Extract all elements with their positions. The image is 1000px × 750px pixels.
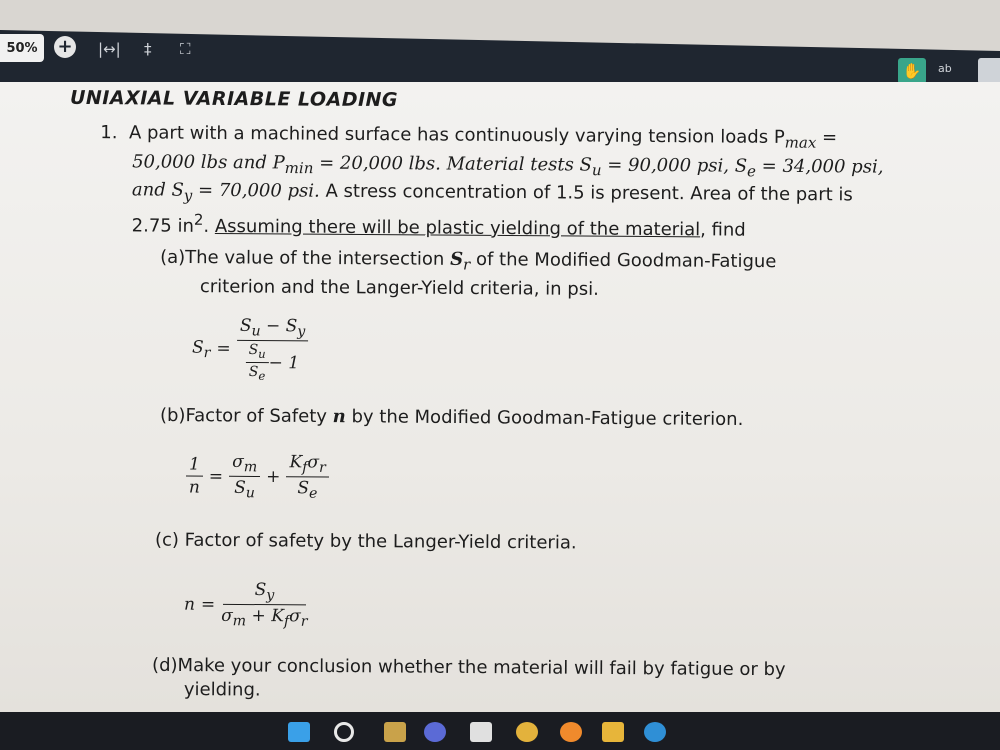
part-b: (b)Factor of Safety n by the Modified Goodman-Fatigue criterion.: [159, 404, 744, 431]
zoom-in-icon[interactable]: +: [54, 36, 76, 58]
windows-start-icon[interactable]: [288, 722, 310, 742]
calculator-icon[interactable]: [470, 722, 492, 742]
part-a: (a)The value of the intersection $S_r$ of the Modified Goodman-Fatigue criterion and the Langer-Yield criteria, in psi.: [160, 246, 777, 300]
problem-statement: 1. A part with a machined surface has continuously varying tension loads $P_{max}$ = 50,000 lbs and $P_{min} = 20,000$ lbs. Material tests $S_u = 90,000$ psi, $S_e = 34,000$ psi, and $S_y = 70,000$ psi. A stress concentration of 1.5 is present. Area of the part is 2.75 $in^2$. Assuming there will be plastic yielding of the material, find: [100, 122, 884, 241]
windows-taskbar: [0, 712, 1000, 750]
fit-height-icon[interactable]: ‡: [144, 40, 152, 58]
part-c: (c) Factor of safety by the Langer-Yield criteria.: [154, 529, 577, 554]
edge-icon[interactable]: [644, 722, 666, 742]
firefox-icon[interactable]: [560, 722, 582, 742]
expand-icon[interactable]: ⛶: [180, 40, 191, 58]
file-explorer-icon[interactable]: [384, 722, 406, 742]
formula-sr: $S_r$ = $S_u - S_y$ $\frac{S_u}{S_e}$ − 1: [192, 316, 309, 384]
formula-langer: n = $\frac{S_y}{\sigma_m + K_f\sigma_r}$: [183, 580, 308, 631]
folder-icon[interactable]: [602, 722, 624, 742]
zoom-level[interactable]: 50%: [0, 34, 44, 62]
formula-goodman: $\frac{1}{n}$ = $\frac{\sigma_m}{S_u}$ + $\frac{K_f\sigma_r}{S_e}$: [186, 452, 329, 503]
print-icon[interactable]: [978, 58, 1000, 84]
document-title: UNIAXIAL VARIABLE LOADING: [69, 86, 399, 112]
fit-width-icon[interactable]: |↔|: [98, 40, 121, 58]
chrome-icon[interactable]: [516, 722, 538, 742]
chat-icon[interactable]: [424, 722, 446, 742]
search-icon[interactable]: [334, 722, 354, 742]
hand-icon[interactable]: ✋: [898, 58, 926, 84]
part-d: (d)Make your conclusion whether the material will fail by fatigue or by yielding.: [152, 654, 786, 701]
text-tool[interactable]: ab: [938, 62, 952, 75]
